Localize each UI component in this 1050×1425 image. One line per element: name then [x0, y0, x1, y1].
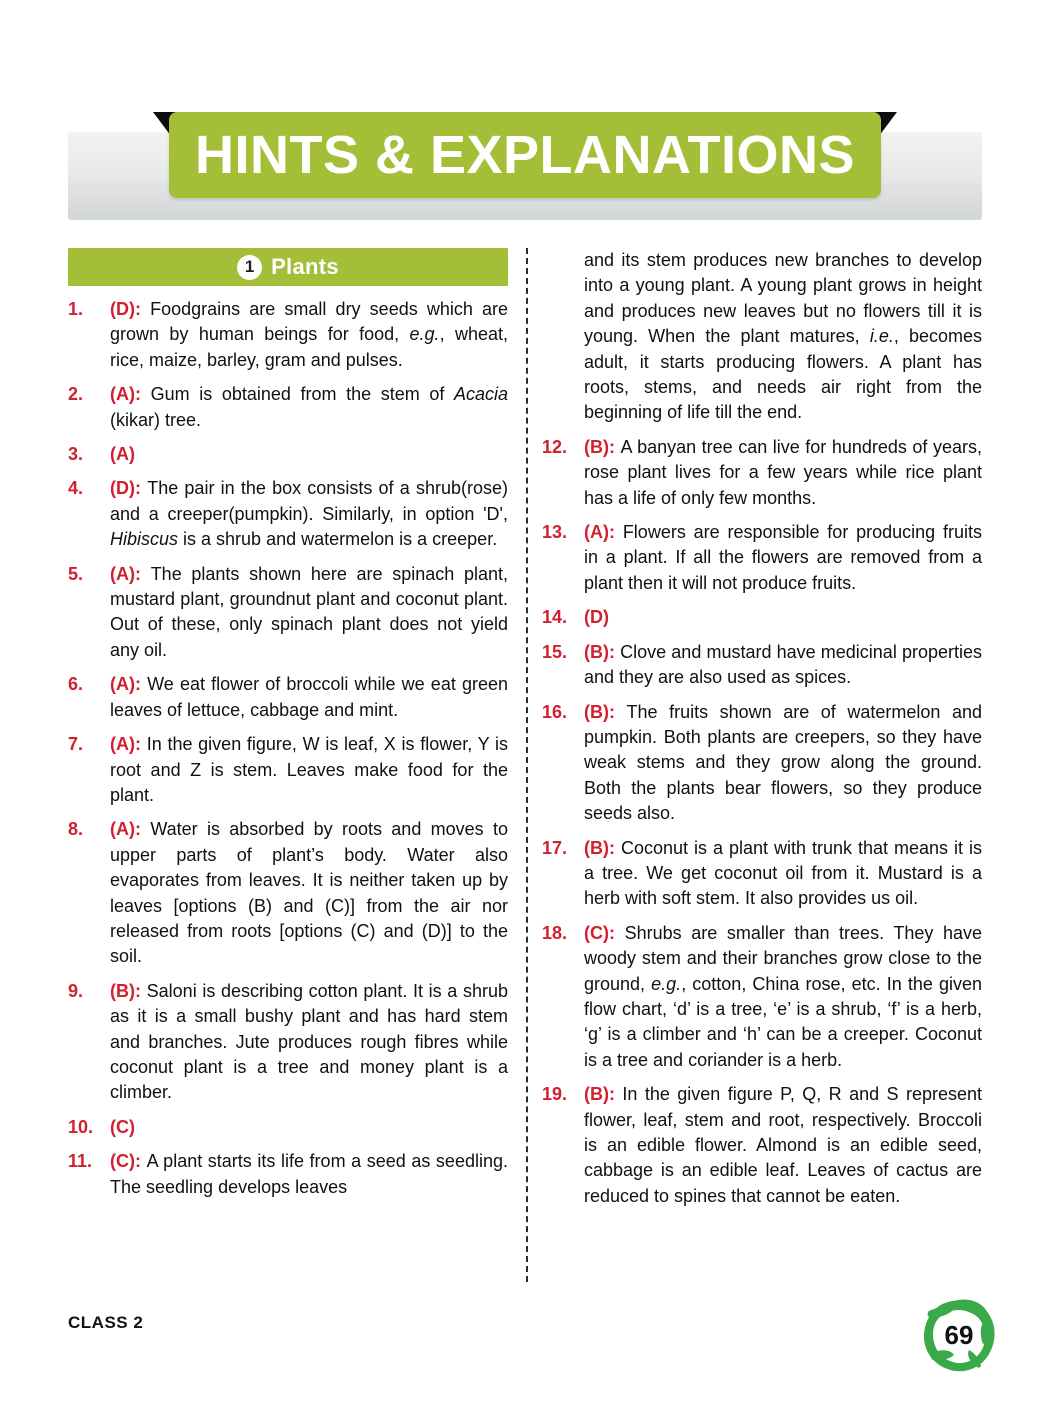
item-number: 4. [68, 478, 84, 499]
item-colon: : [135, 384, 141, 405]
answer-item [68, 817, 508, 969]
item-answer: (C) [110, 1116, 135, 1137]
item-answer: (A) [110, 819, 135, 840]
item-text: Coconut is a plant with trunk that means it is a tree. We get coconut oil from it. Mustard is a herb with soft stem. It also provides us oil. [584, 837, 982, 909]
item-answer: (B) [584, 436, 609, 457]
item-answer: (A) [110, 563, 135, 584]
item-body [584, 700, 982, 827]
item-number: 3. [68, 444, 84, 465]
item-number: 2. [68, 384, 84, 405]
item-body [584, 921, 982, 1073]
item-body [110, 817, 508, 969]
item-text: A plant starts its life from a seed as seedling. The seedling develops leaves [110, 1151, 508, 1197]
item-body [584, 435, 982, 511]
item-text: In the given figure, W is leaf, X is flower, Y is root and Z is stem. Leaves make food for the plant. [110, 734, 508, 805]
page-number: 69 [944, 1319, 974, 1350]
answer-item [542, 435, 982, 511]
answer-item [68, 442, 508, 467]
item-colon: : [609, 1084, 615, 1105]
item-answer: (A) [110, 734, 135, 755]
answer-item [542, 605, 982, 630]
item-number: 9. [68, 980, 84, 1001]
item-colon: : [135, 478, 141, 499]
answer-item [542, 700, 982, 827]
item-colon: : [609, 701, 615, 722]
item-answer: (B) [584, 1084, 609, 1105]
item-text: In the given figure P, Q, R and S represent flower, leaf, stem and root, respectively. Broccoli is an edible flower. Almond is an edible seed, cabbage is an edible leaf. Leaves of cactus are reduced to spines that cannot be eaten. [584, 1084, 982, 1206]
section-title-label: Plants [271, 254, 339, 279]
item-number: 6. [68, 674, 84, 695]
item-number: 7. [68, 734, 84, 755]
item-number: 17. [542, 837, 568, 858]
item-answer: (B) [584, 837, 609, 858]
page-number-badge [921, 1297, 997, 1373]
continuation-italic-term: i.e. [869, 326, 894, 347]
item-body [110, 442, 508, 467]
continuation-paragraph [584, 248, 982, 426]
item-text-tail: is a shrub and watermelon is a creeper. [178, 529, 498, 550]
item-body [110, 297, 508, 373]
item-body [110, 979, 508, 1106]
item-text: A banyan tree can live for hundreds of years, rose plant lives for a few years while rice plant has a life of only few months. [584, 436, 982, 508]
item-number: 19. [542, 1084, 568, 1105]
item-answer: (A) [110, 674, 135, 695]
answer-item [68, 979, 508, 1106]
item-text: Shrubs are smaller than trees. They have woody stem and their branches grow close to the ground, [584, 922, 982, 994]
item-answer: (A) [110, 444, 135, 465]
item-number: 13. [542, 522, 568, 543]
answer-item [542, 921, 982, 1073]
item-colon: : [135, 563, 141, 584]
item-text: Water is absorbed by roots and moves to upper parts of plant’s body. Water also evaporates from leaves. It is neither taken up by leaves [options (B) and (C)] from the air nor released from roots [options (C) and (D)] to the soil. [110, 819, 508, 967]
continuation-tail: , becomes adult, it starts producing flowers. A plant has roots, stems, and needs air right from the beginning of life till the end. [584, 326, 982, 423]
item-number: 14. [542, 607, 568, 628]
item-body [584, 836, 982, 912]
answer-item [542, 640, 982, 691]
item-italic-term: e.g. [651, 973, 682, 994]
item-body [584, 640, 982, 691]
answer-item [68, 1149, 508, 1200]
page-title: HINTS & EXPLANATIONS [194, 125, 856, 185]
answer-item [68, 1115, 508, 1140]
item-italic-term: Hibiscus [110, 529, 179, 550]
item-body [110, 1149, 508, 1200]
item-answer: (C) [110, 1151, 135, 1172]
answer-item [542, 836, 982, 912]
item-text: Flowers are responsible for producing fruits in a plant. If all the flowers are removed from a plant then it will not produce fruits. [584, 522, 982, 593]
item-answer: (B) [584, 641, 609, 662]
continuation-head: and its stem produces new branches to develop into a young plant. A young plant grows in height and produces new leaves but no flowers till it is young. When the plant matures, [584, 250, 982, 347]
item-answer: (D) [110, 478, 135, 499]
answer-item [68, 672, 508, 723]
item-text: The plants shown here are spinach plant, mustard plant, groundnut plant and coconut plant. Out of these, only spinach plant does not yield any oil. [110, 563, 508, 660]
answer-item [68, 382, 508, 433]
section-header-plants [68, 248, 508, 286]
item-text: The pair in the box consists of a shrub(rose) and a creeper(pumpkin). Similarly, in option 'D', [110, 478, 508, 524]
item-colon: : [135, 980, 141, 1001]
item-colon: : [609, 522, 615, 543]
item-answer: (A) [110, 384, 135, 405]
item-text: The fruits shown are of watermelon and pumpkin. Both plants are creepers, so they have weak stems and they grow along the ground. Both the plants bear flowers, so they produce seeds also. [584, 701, 982, 824]
item-body [110, 562, 508, 664]
item-text: Gum is obtained from the stem of [150, 384, 454, 405]
item-italic-term: e.g. [409, 324, 440, 345]
item-colon: : [609, 837, 615, 858]
item-colon: : [609, 641, 615, 662]
left-column [68, 248, 508, 1209]
item-answer: (C) [584, 922, 609, 943]
item-text: We eat flower of broccoli while we eat green leaves of lettuce, cabbage and mint. [110, 674, 508, 720]
item-number: 15. [542, 641, 568, 662]
section-number-badge: 1 [237, 255, 262, 280]
item-colon: : [609, 922, 615, 943]
item-body [110, 382, 508, 433]
item-text: Clove and mustard have medicinal properties and they are also used as spices. [584, 641, 982, 688]
right-column [542, 248, 982, 1218]
item-answer: (B) [110, 980, 135, 1001]
item-body [110, 476, 508, 552]
item-body [584, 520, 982, 596]
item-colon: : [135, 299, 141, 319]
item-text-tail: (kikar) tree. [110, 409, 202, 430]
item-body [584, 1082, 982, 1209]
item-body [110, 672, 508, 723]
answer-item [68, 732, 508, 808]
item-text-tail: , cotton, China rose, etc. In the given flow chart, ‘d’ is a tree, ‘e’ is a shrub, ‘f’ is a herb, ‘g’ is a climber and ‘h’ can be a creeper. Coconut is a tree and coriander is a herb. [584, 973, 982, 1070]
item-text: Saloni is describing cotton plant. It is a shrub as it is a small bushy plant and has hard stem and branches. Jute produces rough fibres while coconut plant is a tree and money plant is a climber. [110, 980, 508, 1103]
item-number: 8. [68, 819, 84, 840]
item-answer: (B) [584, 701, 609, 722]
answer-item [68, 297, 508, 373]
answer-item [68, 562, 508, 664]
item-colon: : [135, 1151, 141, 1172]
item-number: 10. [68, 1116, 94, 1137]
item-text-tail: , wheat, rice, maize, barley, gram and pulses. [110, 324, 508, 370]
item-colon: : [135, 734, 141, 755]
item-body [110, 1115, 508, 1140]
header-green-plate [169, 112, 881, 198]
item-answer: (D) [584, 607, 609, 628]
content-columns [68, 248, 982, 1278]
answer-item [542, 1082, 982, 1209]
item-body [584, 605, 982, 630]
item-number: 1. [68, 299, 84, 319]
item-number: 18. [542, 922, 568, 943]
item-text: Foodgrains are small dry seeds which are grown by human beings for food, [110, 299, 508, 345]
item-number: 12. [542, 436, 568, 457]
item-answer: (A) [584, 522, 609, 543]
item-colon: : [135, 674, 141, 695]
footer-class-label: CLASS 2 [68, 1313, 144, 1332]
item-body [110, 732, 508, 808]
item-italic-term: Acacia [453, 384, 508, 405]
item-number: 5. [68, 563, 84, 584]
item-colon: : [609, 436, 615, 457]
item-number: 11. [68, 1151, 93, 1172]
answer-item [542, 520, 982, 596]
item-number: 16. [542, 701, 568, 722]
answer-item [68, 476, 508, 552]
item-answer: (D) [110, 299, 135, 319]
column-divider [526, 248, 528, 1282]
page-header-banner [68, 112, 982, 220]
item-colon: : [135, 819, 141, 840]
